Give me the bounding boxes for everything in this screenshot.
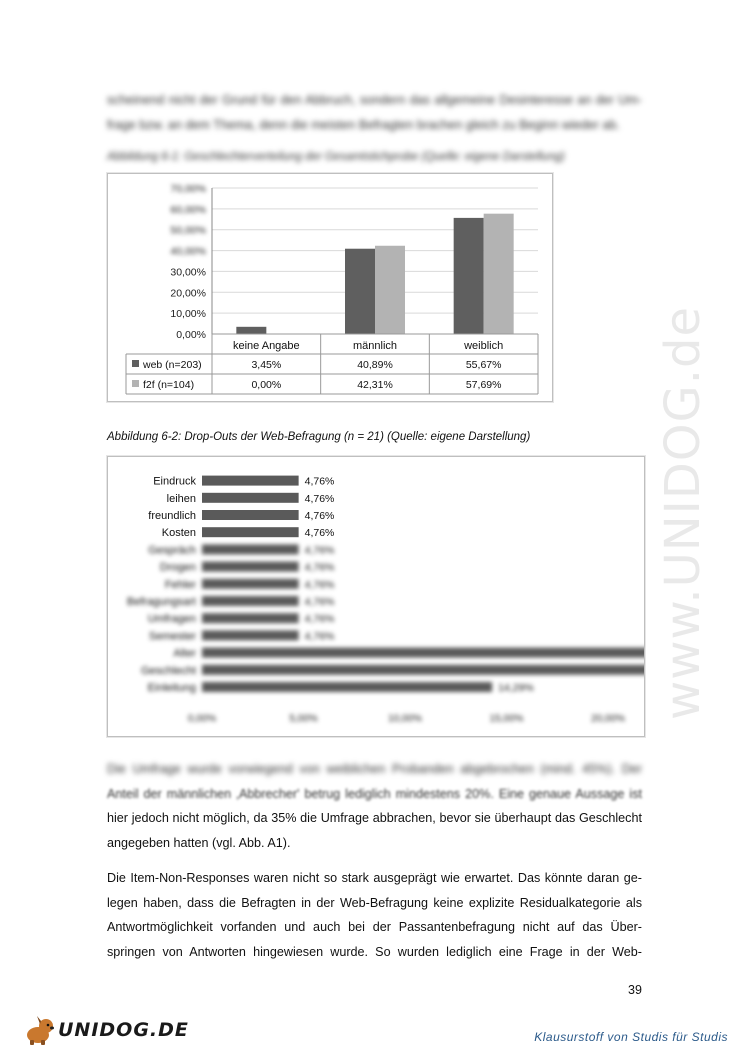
y-tick-label: 0,00%: [176, 329, 206, 341]
y-tick-label: 50,00%: [170, 224, 206, 237]
x-category-label: keine Angabe: [232, 340, 300, 352]
y-tick-label: 40,00%: [170, 245, 206, 258]
text-line: frage bzw. an dem Thema, denn die meisten Befragten brachen gleich zu Beginn wieder ab.: [107, 117, 620, 132]
dog-icon: [22, 1015, 56, 1045]
bar: [202, 527, 299, 537]
category-label: freundlich: [148, 510, 196, 522]
bar: [202, 493, 299, 503]
data-label: 4,76%: [304, 544, 335, 557]
category-label: Gespräch: [148, 544, 196, 557]
data-label: 4,76%: [304, 510, 335, 522]
bar: [202, 579, 299, 589]
bar: [202, 596, 299, 606]
figure2-caption: Abbildung 6-2: Drop-Outs der Web-Befragung (n = 21) (Quelle: eigene Darstellung): [107, 431, 531, 443]
data-label: 55,67%: [465, 359, 502, 371]
bar: [202, 562, 299, 572]
bar: [202, 510, 299, 520]
category-label: Fehler: [164, 578, 196, 591]
data-label: 57,69%: [465, 379, 502, 391]
text-line: angegeben hatten (vgl. Abb. A1).: [107, 835, 291, 850]
x-tick-label: 20,00%: [591, 713, 625, 725]
bar: [454, 218, 484, 334]
paragraph-top: [107, 88, 642, 137]
y-tick-label: 20,00%: [170, 287, 206, 300]
bar: [202, 544, 299, 554]
text-line: hier jedoch nicht möglich, da 35% die Umfrage abbrachen, bevor sie überhaupt das Geschlecht: [107, 811, 642, 825]
y-tick-label: 30,00%: [170, 266, 206, 279]
paragraph-bottom: [107, 866, 642, 964]
category-label: Eindruck: [153, 475, 196, 488]
bar: [484, 214, 514, 334]
data-label: 4,76%: [304, 527, 335, 540]
watermark-text: www.UNIDOG.de: [655, 305, 711, 720]
text-line: legen haben, dass die Befragten in der Web-Befragung keine explizite Residualkategorie als: [107, 895, 642, 910]
y-tick-label: 10,00%: [170, 308, 206, 321]
data-label: 4,76%: [304, 561, 335, 574]
bar: [345, 249, 375, 334]
data-label: 4,76%: [304, 630, 335, 643]
text-line: Die Umfrage wurde vorwiegend von weiblichen Probanden abgebrochen (mind. 45%). Der: [107, 762, 642, 776]
category-label: leihen: [166, 492, 196, 505]
bar: [202, 648, 644, 658]
category-label: Befragungsart: [126, 596, 196, 608]
text-line: Die Item-Non-Responses waren nicht so stark ausgeprägt wie erwartet. Das könnte daran ge-: [107, 871, 642, 885]
x-tick-label: 15,00%: [489, 713, 524, 725]
x-tick-label: 5,00%: [289, 713, 318, 725]
data-label: 40,89%: [357, 359, 393, 371]
figure2-chart: [107, 456, 645, 737]
bar: [375, 246, 405, 334]
footer-tagline: Klausurstoff von Studis für Studis: [534, 1030, 728, 1044]
text-line: Anteil der männlichen ‚Abbrecher' betrug lediglich mindestens 20%. Eine genaue Aussage ist: [107, 786, 642, 801]
category-label: Kosten: [161, 527, 196, 540]
legend-swatch: [132, 360, 139, 367]
gender-distribution-chart: [108, 174, 552, 401]
data-label: 3,45%: [251, 359, 282, 371]
unidog-logo: [22, 1015, 189, 1045]
data-label: 4,76%: [304, 578, 335, 591]
paragraph-mid: [107, 757, 642, 855]
bar: [202, 613, 299, 623]
data-label: 4,76%: [304, 475, 335, 488]
bar: [202, 682, 492, 692]
data-label: 42,31%: [357, 379, 393, 391]
x-category-label: weiblich: [464, 340, 504, 352]
legend-swatch: [132, 380, 139, 387]
category-label: Einleitung: [147, 682, 196, 694]
data-label: 4,76%: [304, 613, 335, 626]
text-line: scheinend nicht der Grund für den Abbruch, sondern das allgemeine Desinteresse an der Um-: [107, 93, 642, 107]
bar: [202, 630, 299, 640]
category-label: Drogen: [159, 561, 196, 574]
text-line: springen von Antworten hingewiesen wurde. So wurden lediglich eine Frage in der Web-: [107, 944, 642, 959]
legend-label: web (n=203): [143, 359, 202, 371]
dropout-chart: [108, 457, 644, 736]
data-label: 14,29%: [498, 682, 534, 694]
x-tick-label: 10,00%: [388, 713, 422, 725]
bar: [202, 476, 299, 486]
x-category-label: männlich: [352, 340, 398, 352]
page-number: 39: [628, 983, 642, 997]
data-label: 4,76%: [304, 492, 335, 505]
figure1-caption: Abbildung 6-1: Geschlechterverteilung der Gesamtstichprobe (Quelle: eigene Darstellung): [107, 151, 565, 163]
category-label: Geschlecht: [140, 664, 196, 677]
figure1-chart: [107, 173, 553, 402]
category-label: Umfragen: [147, 613, 196, 626]
category-label: Alter: [173, 647, 196, 660]
legend-label: f2f (n=104): [143, 379, 195, 391]
logo-text: UNIDOG.DE: [58, 1019, 189, 1041]
x-tick-label: 0,00%: [187, 713, 217, 725]
bar: [202, 665, 644, 675]
text-line: Antwortmöglichkeit vorfanden und auch bei der Passantenbefragung nicht auf das Über-: [107, 920, 642, 934]
y-tick-label: 60,00%: [170, 203, 206, 216]
data-label: 0,00%: [251, 379, 282, 391]
data-label: 4,76%: [304, 596, 335, 608]
y-tick-label: 70,00%: [170, 183, 206, 195]
bar: [236, 327, 266, 334]
category-label: Semester: [148, 630, 196, 643]
